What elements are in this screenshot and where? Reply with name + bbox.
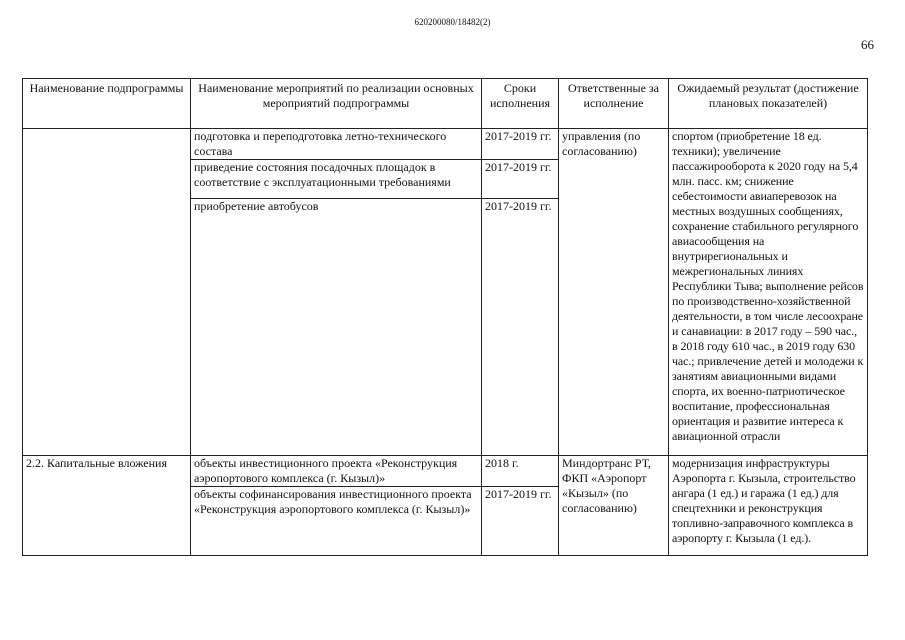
table-row (23, 129, 868, 160)
period-cell: 2017-2019 гг. (482, 129, 559, 160)
header-result: Ожидаемый результат (достижение плановых показателей) (669, 79, 868, 129)
header-responsible: Ответственные за исполнение (559, 79, 669, 129)
measure-cell: приведение состояния посадочных площадок в соответствие с эксплуатационными требованиями (191, 160, 482, 199)
result-cell: модернизация инфраструктуры Аэропорта г. Кызыла, строительство ангара (1 ед.) и гаража (1 ед.) для спецтехники и реконструкция топливно-заправочного комплекса в аэропорту г. Кызыла (1 ед.). (669, 456, 868, 556)
table-header-row (23, 79, 868, 129)
measure-cell: объекты софинансирования инвестиционного проекта «Реконструкция аэропортового комплекса (г. Кызыл)» (191, 487, 482, 556)
result-cell: спортом (приобретение 18 ед. техники); увеличение пассажирооборота к 2020 году на 5,4 млн. пасс. км; снижение себестоимости авиаперевозок на местных воздушных сообщениях, сохранение стабильного регулярного авиасообщения на внутрирегиональных и межрегиональных линиях Республики Тыва; выполнение рейсов по производственно-хозяйственной деятельности, в том числе лесоохране и санавиации: в 2017 году – 590 час., в 2018 году 610 час., в 2019 году 630 час.; привлечение детей и молодежи к занятиям авиационными видами спорта, их военно-патриотическое воспитание, профессиональная ориентация и развитие интереса к авиационной отрасли (669, 129, 868, 456)
responsible-cell: управления (по согласованию) (559, 129, 669, 456)
header-subprogram: Наименование подпрограммы (23, 79, 191, 129)
document-stamp: 620200080/18482(2) (414, 17, 491, 27)
subprogram-cell-empty (23, 129, 191, 456)
program-table (22, 78, 868, 556)
header-measures: Наименование мероприятий по реализации основных мероприятий подпрограммы (191, 79, 482, 129)
measure-cell: приобретение автобусов (191, 199, 482, 456)
period-cell: 2017-2019 гг. (482, 199, 559, 456)
measure-cell: подготовка и переподготовка летно-технического состава (191, 129, 482, 160)
page-number: 66 (861, 37, 874, 52)
period-cell: 2017-2019 гг. (482, 160, 559, 199)
subprogram-cell: 2.2. Капитальные вложения (23, 456, 191, 556)
table-row (23, 456, 868, 487)
responsible-cell: Миндортранс РТ, ФКП «Аэропорт «Кызыл» (по согласованию) (559, 456, 669, 556)
header-period: Сроки исполнения (482, 79, 559, 129)
period-cell: 2018 г. (482, 456, 559, 487)
measure-cell: объекты инвестиционного проекта «Реконструкция аэропортового комплекса (г. Кызыл)» (191, 456, 482, 487)
period-cell: 2017-2019 гг. (482, 487, 559, 556)
